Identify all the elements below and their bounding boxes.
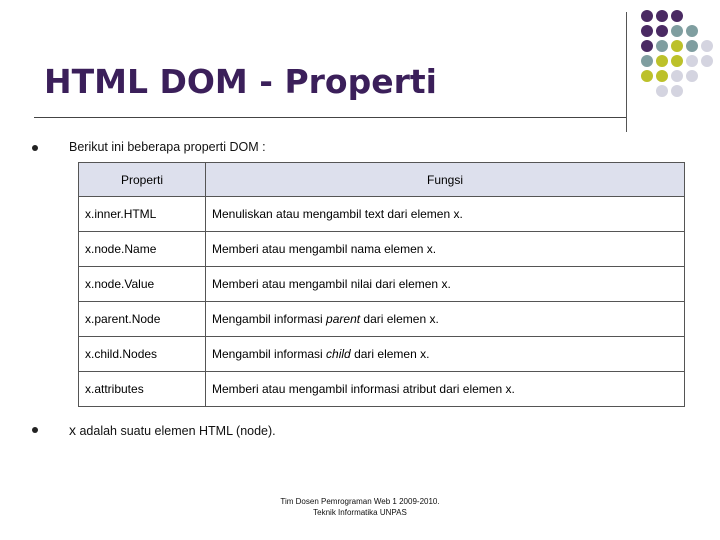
function-text: Memberi atau mengambil informasi atribut dari elemen x. — [212, 382, 515, 396]
decorative-dot — [641, 25, 653, 37]
table-header-row — [79, 163, 685, 197]
decorative-dot — [641, 55, 653, 67]
property-function-cell — [206, 197, 685, 232]
table-row — [79, 267, 685, 302]
bullet-marker — [32, 145, 38, 151]
bullet-note-variable: x — [69, 422, 76, 438]
function-emphasis: parent — [326, 312, 361, 326]
table-row — [79, 232, 685, 267]
property-function-cell — [206, 302, 685, 337]
property-name-cell: x.node.Name — [79, 232, 206, 267]
decorative-dot — [671, 10, 683, 22]
decorative-dot — [671, 70, 683, 82]
property-function-cell — [206, 372, 685, 407]
decorative-dot — [656, 10, 668, 22]
property-name-cell: x.attributes — [79, 372, 206, 407]
decorative-dot — [656, 55, 668, 67]
footer-line-2: Teknik Informatika UNPAS — [313, 508, 407, 517]
bullet-marker — [32, 427, 38, 433]
bullet-note-rest: adalah suatu elemen HTML (node). — [76, 424, 276, 438]
property-name-cell: x.node.Value — [79, 267, 206, 302]
vertical-divider — [626, 12, 627, 132]
function-text: Mengambil informasi — [212, 312, 327, 326]
decorative-dot — [671, 55, 683, 67]
function-text: Menuliskan atau mengambil text dari elemen x. — [212, 207, 463, 221]
function-text: Memberi atau mengambil nama elemen x. — [212, 242, 437, 256]
bullet-note-text — [69, 422, 276, 438]
decorative-dot — [656, 70, 668, 82]
function-text-suffix: dari elemen x. — [350, 347, 430, 361]
function-text: Memberi atau mengambil nilai dari elemen x. — [212, 277, 451, 291]
table-row — [79, 372, 685, 407]
property-function-cell — [206, 232, 685, 267]
footer-line-1: Tim Dosen Pemrograman Web 1 2009-2010. — [280, 497, 440, 506]
header-properti: Properti — [79, 163, 206, 197]
property-name-cell: x.inner.HTML — [79, 197, 206, 232]
title-underline — [34, 117, 626, 118]
decorative-dot — [686, 25, 698, 37]
function-emphasis: child — [326, 347, 351, 361]
property-function-cell — [206, 267, 685, 302]
decorative-dot — [656, 85, 668, 97]
decorative-dot — [641, 40, 653, 52]
decorative-dot — [656, 40, 668, 52]
bullet-intro-text: Berikut ini beberapa properti DOM : — [69, 140, 266, 154]
slide-footer — [245, 496, 475, 518]
decorative-dot — [701, 55, 713, 67]
property-name-cell: x.parent.Node — [79, 302, 206, 337]
property-function-cell — [206, 337, 685, 372]
decorative-dot — [686, 70, 698, 82]
table-row — [79, 337, 685, 372]
table-row — [79, 197, 685, 232]
decorative-dot — [671, 40, 683, 52]
decorative-dot — [656, 25, 668, 37]
decorative-dot — [671, 25, 683, 37]
header-fungsi: Fungsi — [206, 163, 685, 197]
function-text: Mengambil informasi — [212, 347, 327, 361]
table-row — [79, 302, 685, 337]
dot-grid-decoration — [641, 10, 719, 122]
decorative-dot — [671, 85, 683, 97]
decorative-dot — [641, 10, 653, 22]
property-name-cell: x.child.Nodes — [79, 337, 206, 372]
decorative-dot — [686, 55, 698, 67]
decorative-dot — [686, 40, 698, 52]
properties-table — [78, 162, 685, 407]
function-text-suffix: dari elemen x. — [360, 312, 439, 326]
decorative-dot — [641, 70, 653, 82]
decorative-dot — [701, 40, 713, 52]
slide-title: HTML DOM - Properti — [44, 62, 437, 101]
